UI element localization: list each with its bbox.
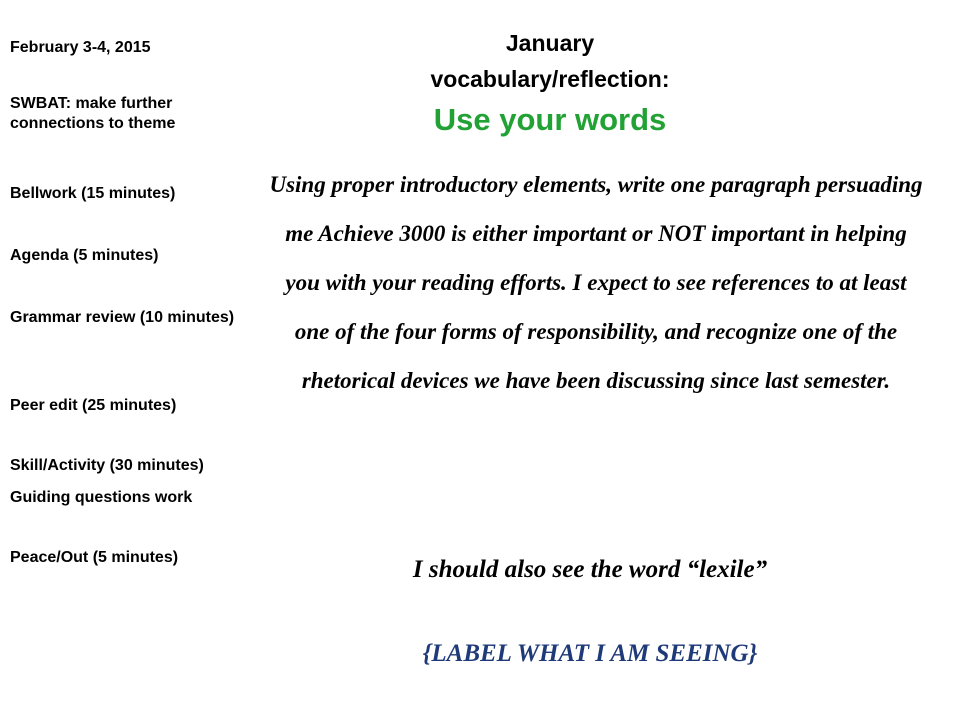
agenda-date: February 3-4, 2015 bbox=[10, 39, 151, 56]
agenda-item-peace-out: Peace/Out (5 minutes) bbox=[10, 549, 179, 566]
agenda-item-grammar-review: Grammar review (10 minutes) bbox=[10, 309, 235, 326]
lexile-note: I should also see the word “lexile” bbox=[412, 556, 768, 583]
agenda-item-agenda: Agenda (5 minutes) bbox=[10, 247, 159, 264]
label-note: {LABEL WHAT I AM SEEING} bbox=[422, 640, 758, 667]
agenda-item-peer-edit: Peer edit (25 minutes) bbox=[10, 397, 177, 414]
title-line-1: January bbox=[505, 30, 595, 56]
instructions-paragraph: Using proper introductory elements, write one paragraph persuading me Achieve 3000 is either important or NOT important in helping you with your reading efforts. I expect to see references to at least one of the four forms of responsibility, and recognize one of the rhetorical devices we have been discussing since last semester. bbox=[269, 172, 923, 393]
title-line-2: vocabulary/reflection: bbox=[430, 66, 670, 92]
agenda-swbat: SWBAT: make further connections to theme bbox=[10, 95, 176, 132]
agenda-item-guiding-questions: Guiding questions work bbox=[10, 489, 193, 506]
subtitle: Use your words bbox=[433, 102, 667, 137]
agenda-item-bellwork: Bellwork (15 minutes) bbox=[10, 185, 176, 202]
agenda-item-skill-activity: Skill/Activity (30 minutes) bbox=[10, 457, 204, 474]
